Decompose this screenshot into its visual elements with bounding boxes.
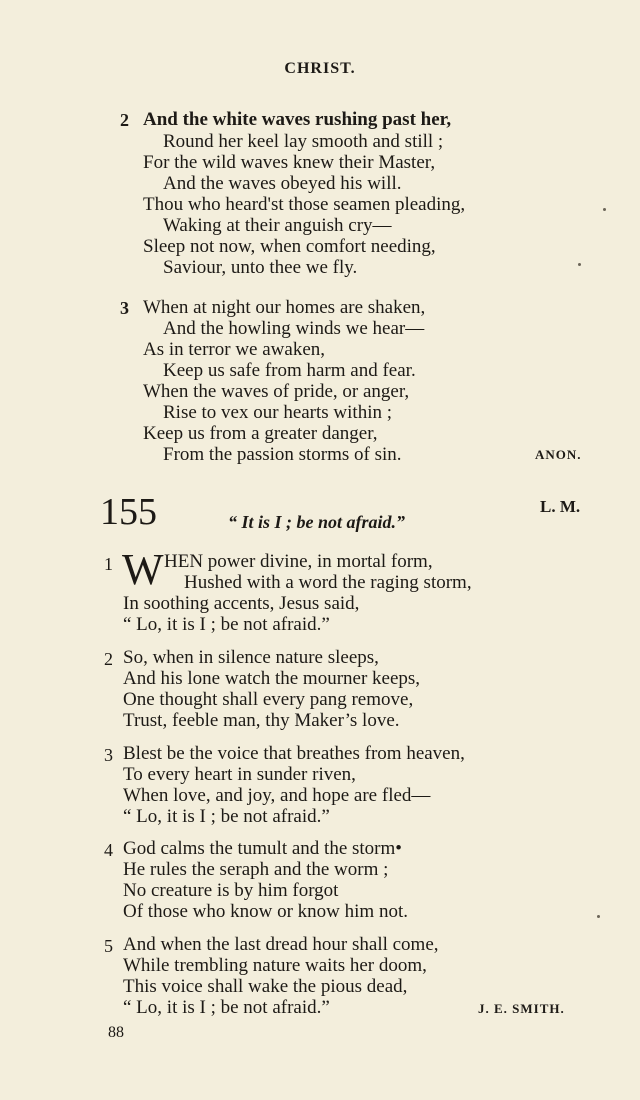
author-credit: J. E. SMITH. bbox=[478, 1001, 565, 1016]
stanza-line: Thou who heard'st those seamen pleading, bbox=[143, 194, 466, 215]
stanza-line: When love, and joy, and hope are fled— bbox=[123, 785, 431, 806]
stanza-number: 4 bbox=[104, 840, 113, 860]
stanza-number: 2 bbox=[104, 649, 113, 669]
stanza-line: And the waves obeyed his will. bbox=[163, 173, 402, 194]
stanza-line: One thought shall every pang remove, bbox=[123, 689, 414, 710]
print-speck bbox=[597, 915, 600, 918]
stanza-line: He rules the seraph and the worm ; bbox=[123, 859, 389, 880]
stanza-line: When the waves of pride, or anger, bbox=[143, 381, 410, 402]
stanza-number: 2 bbox=[120, 110, 129, 130]
stanza-line: Rise to vex our hearts within ; bbox=[163, 402, 393, 423]
stanza-line: To every heart in sunder riven, bbox=[123, 764, 356, 785]
page-number: 88 bbox=[108, 1024, 124, 1041]
stanza-line: This voice shall wake the pious dead, bbox=[123, 976, 408, 997]
stanza-line: Keep us from a greater danger, bbox=[143, 423, 378, 444]
stanza-line: Blest be the voice that breathes from heaven, bbox=[123, 743, 465, 764]
stanza-line: When at night our homes are shaken, bbox=[143, 297, 426, 318]
stanza-line: While trembling nature waits her doom, bbox=[123, 955, 427, 976]
stanza-line: God calms the tumult and the storm• bbox=[123, 838, 402, 859]
author-credit: ANON. bbox=[535, 447, 582, 462]
hymn-meter: L. M. bbox=[540, 497, 581, 516]
stanza-line: “ Lo, it is I ; be not afraid.” bbox=[123, 997, 330, 1018]
stanza-line: Waking at their anguish cry— bbox=[163, 215, 392, 236]
hymn-title: “ It is I ; be not afraid.” bbox=[228, 512, 406, 532]
stanza-line: As in terror we awaken, bbox=[143, 339, 326, 360]
stanza-line: For the wild waves knew their Master, bbox=[143, 152, 436, 173]
stanza-line: Hushed with a word the raging storm, bbox=[184, 572, 472, 593]
stanza-line: HEN power divine, in mortal form, bbox=[164, 551, 433, 572]
hymn-number: 155 bbox=[100, 491, 157, 533]
stanza-line: Of those who know or know him not. bbox=[123, 901, 408, 922]
print-speck bbox=[578, 263, 581, 266]
stanza-line: Keep us safe from harm and fear. bbox=[163, 360, 416, 381]
stanza-line: No creature is by him forgot bbox=[123, 880, 339, 901]
stanza-line: And when the last dread hour shall come, bbox=[123, 934, 439, 955]
stanza-line: Saviour, unto thee we fly. bbox=[163, 257, 358, 278]
stanza-line: Round her keel lay smooth and still ; bbox=[163, 131, 444, 152]
stanza-number: 3 bbox=[104, 745, 113, 765]
stanza-line: So, when in silence nature sleeps, bbox=[123, 647, 379, 668]
stanza-line: In soothing accents, Jesus said, bbox=[123, 593, 360, 614]
stanza-line: And the white waves rushing past her, bbox=[143, 109, 452, 130]
stanza-line: And the howling winds we hear— bbox=[163, 318, 425, 339]
running-head: CHRIST. bbox=[284, 60, 356, 77]
print-speck bbox=[603, 208, 606, 211]
drop-cap: W bbox=[122, 545, 164, 594]
stanza-line: Sleep not now, when comfort needing, bbox=[143, 236, 436, 257]
stanza-number: 5 bbox=[104, 936, 113, 956]
stanza-line: “ Lo, it is I ; be not afraid.” bbox=[123, 806, 330, 827]
stanza-line: “ Lo, it is I ; be not afraid.” bbox=[123, 614, 330, 635]
stanza-number: 1 bbox=[104, 554, 113, 574]
stanza-number: 3 bbox=[120, 298, 129, 318]
stanza-line: Trust, feeble man, thy Maker’s love. bbox=[123, 710, 400, 731]
stanza-line: And his lone watch the mourner keeps, bbox=[123, 668, 421, 689]
stanza-line: From the passion storms of sin. bbox=[163, 444, 402, 465]
